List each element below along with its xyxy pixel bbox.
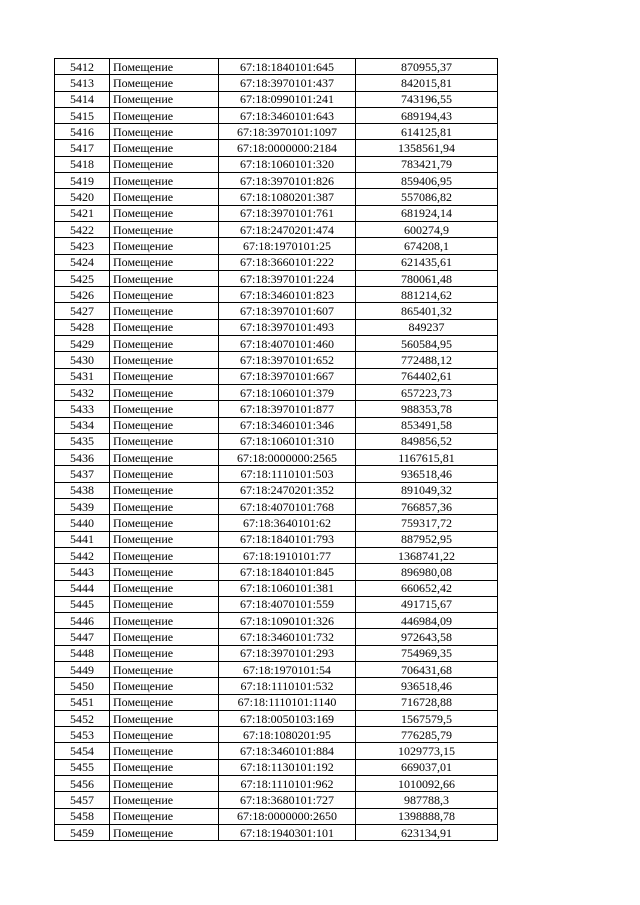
row-number-cell: 5452 (55, 710, 110, 726)
row-number-cell: 5415 (55, 107, 110, 123)
object-type-cell: Помещение (110, 678, 219, 694)
row-number-cell: 5416 (55, 124, 110, 140)
cadastral-value-cell: 859406,95 (356, 173, 498, 189)
table-row (55, 661, 498, 677)
row-number-cell: 5455 (55, 759, 110, 775)
object-type-cell: Помещение (110, 808, 219, 824)
table-row (55, 75, 498, 91)
row-number-cell: 5429 (55, 336, 110, 352)
cadastral-value-cell: 936518,46 (356, 678, 498, 694)
object-type-cell: Помещение (110, 727, 219, 743)
table-row (55, 450, 498, 466)
cadastral-value-cell: 853491,58 (356, 417, 498, 433)
cadastral-value-cell: 881214,62 (356, 287, 498, 303)
cadastral-number-cell: 67:18:1970101:54 (219, 661, 356, 677)
cadastral-number-cell: 67:18:3640101:62 (219, 515, 356, 531)
object-type-cell: Помещение (110, 173, 219, 189)
cadastral-value-cell: 987788,3 (356, 792, 498, 808)
table-row (55, 678, 498, 694)
cadastral-number-cell: 67:18:1110101:1140 (219, 694, 356, 710)
table-row (55, 173, 498, 189)
row-number-cell: 5457 (55, 792, 110, 808)
cadastral-value-cell: 783421,79 (356, 156, 498, 172)
object-type-cell: Помещение (110, 613, 219, 629)
cadastral-value-cell: 689194,43 (356, 107, 498, 123)
row-number-cell: 5421 (55, 205, 110, 221)
table-row (55, 645, 498, 661)
cadastral-value-cell: 887952,95 (356, 531, 498, 547)
cadastral-value-cell: 842015,81 (356, 75, 498, 91)
table-row (55, 384, 498, 400)
object-type-cell: Помещение (110, 792, 219, 808)
cadastral-number-cell: 67:18:1110101:962 (219, 776, 356, 792)
table-row (55, 287, 498, 303)
cadastral-value-cell: 865401,32 (356, 303, 498, 319)
object-type-cell: Помещение (110, 433, 219, 449)
cadastral-value-cell: 772488,12 (356, 352, 498, 368)
cadastral-number-cell: 67:18:3970101:224 (219, 270, 356, 286)
object-type-cell: Помещение (110, 189, 219, 205)
table-row (55, 824, 498, 840)
cadastral-number-cell: 67:18:1840101:645 (219, 59, 356, 75)
table-row (55, 352, 498, 368)
cadastral-number-cell: 67:18:3970101:667 (219, 368, 356, 384)
table-row (55, 694, 498, 710)
cadastral-value-cell: 674208,1 (356, 238, 498, 254)
object-type-cell: Помещение (110, 75, 219, 91)
table-row (55, 433, 498, 449)
row-number-cell: 5420 (55, 189, 110, 205)
row-number-cell: 5442 (55, 547, 110, 563)
cadastral-number-cell: 67:18:1090101:326 (219, 613, 356, 629)
object-type-cell: Помещение (110, 287, 219, 303)
cadastral-number-cell: 67:18:1110101:532 (219, 678, 356, 694)
cadastral-number-cell: 67:18:0990101:241 (219, 91, 356, 107)
table-row (55, 254, 498, 270)
cadastral-value-cell: 754969,35 (356, 645, 498, 661)
row-number-cell: 5441 (55, 531, 110, 547)
object-type-cell: Помещение (110, 59, 219, 75)
cadastral-value-cell: 776285,79 (356, 727, 498, 743)
cadastral-value-cell: 1567579,5 (356, 710, 498, 726)
object-type-cell: Помещение (110, 596, 219, 612)
row-number-cell: 5443 (55, 564, 110, 580)
table-row (55, 401, 498, 417)
cadastral-value-cell: 614125,81 (356, 124, 498, 140)
row-number-cell: 5459 (55, 824, 110, 840)
table-row (55, 303, 498, 319)
row-number-cell: 5451 (55, 694, 110, 710)
object-type-cell: Помещение (110, 759, 219, 775)
cadastral-number-cell: 67:18:3970101:826 (219, 173, 356, 189)
object-type-cell: Помещение (110, 107, 219, 123)
cadastral-value-table (54, 58, 498, 841)
table-row (55, 336, 498, 352)
cadastral-value-cell: 1368741,22 (356, 547, 498, 563)
table-row (55, 189, 498, 205)
cadastral-value-cell: 1358561,94 (356, 140, 498, 156)
object-type-cell: Помещение (110, 254, 219, 270)
row-number-cell: 5417 (55, 140, 110, 156)
row-number-cell: 5423 (55, 238, 110, 254)
cadastral-value-cell: 669037,01 (356, 759, 498, 775)
row-number-cell: 5430 (55, 352, 110, 368)
table-row (55, 808, 498, 824)
cadastral-number-cell: 67:18:1970101:25 (219, 238, 356, 254)
table-row (55, 417, 498, 433)
table-row (55, 629, 498, 645)
object-type-cell: Помещение (110, 564, 219, 580)
table-row (55, 91, 498, 107)
cadastral-number-cell: 67:18:3460101:884 (219, 743, 356, 759)
cadastral-value-cell: 896980,08 (356, 564, 498, 580)
cadastral-value-cell: 972643,58 (356, 629, 498, 645)
cadastral-number-cell: 67:18:3970101:652 (219, 352, 356, 368)
object-type-cell: Помещение (110, 91, 219, 107)
row-number-cell: 5436 (55, 450, 110, 466)
cadastral-number-cell: 67:18:1130101:192 (219, 759, 356, 775)
object-type-cell: Помещение (110, 368, 219, 384)
object-type-cell: Помещение (110, 482, 219, 498)
table-row (55, 792, 498, 808)
row-number-cell: 5458 (55, 808, 110, 824)
cadastral-number-cell: 67:18:3680101:727 (219, 792, 356, 808)
cadastral-value-cell: 780061,48 (356, 270, 498, 286)
cadastral-number-cell: 67:18:3970101:877 (219, 401, 356, 417)
cadastral-number-cell: 67:18:3970101:1097 (219, 124, 356, 140)
cadastral-number-cell: 67:18:2470201:352 (219, 482, 356, 498)
table-row (55, 238, 498, 254)
cadastral-value-cell: 660652,42 (356, 580, 498, 596)
cadastral-value-cell: 764402,61 (356, 368, 498, 384)
row-number-cell: 5414 (55, 91, 110, 107)
object-type-cell: Помещение (110, 270, 219, 286)
object-type-cell: Помещение (110, 401, 219, 417)
row-number-cell: 5456 (55, 776, 110, 792)
row-number-cell: 5440 (55, 515, 110, 531)
cadastral-value-cell: 657223,73 (356, 384, 498, 400)
row-number-cell: 5424 (55, 254, 110, 270)
row-number-cell: 5438 (55, 482, 110, 498)
cadastral-number-cell: 67:18:1940301:101 (219, 824, 356, 840)
table-row (55, 205, 498, 221)
cadastral-value-cell: 491715,67 (356, 596, 498, 612)
row-number-cell: 5446 (55, 613, 110, 629)
cadastral-number-cell: 67:18:3970101:437 (219, 75, 356, 91)
cadastral-value-cell: 557086,82 (356, 189, 498, 205)
row-number-cell: 5433 (55, 401, 110, 417)
table-row (55, 156, 498, 172)
row-number-cell: 5437 (55, 466, 110, 482)
row-number-cell: 5450 (55, 678, 110, 694)
cadastral-value-cell: 988353,78 (356, 401, 498, 417)
cadastral-number-cell: 67:18:3970101:607 (219, 303, 356, 319)
table-row (55, 613, 498, 629)
cadastral-value-cell: 681924,14 (356, 205, 498, 221)
cadastral-value-cell: 621435,61 (356, 254, 498, 270)
cadastral-number-cell: 67:18:0000000:2565 (219, 450, 356, 466)
row-number-cell: 5426 (55, 287, 110, 303)
row-number-cell: 5448 (55, 645, 110, 661)
object-type-cell: Помещение (110, 743, 219, 759)
cadastral-number-cell: 67:18:0050103:169 (219, 710, 356, 726)
object-type-cell: Помещение (110, 531, 219, 547)
cadastral-number-cell: 67:18:1840101:793 (219, 531, 356, 547)
cadastral-number-cell: 67:18:3460101:732 (219, 629, 356, 645)
table-row (55, 743, 498, 759)
cadastral-number-cell: 67:18:1080201:387 (219, 189, 356, 205)
cadastral-number-cell: 67:18:1060101:379 (219, 384, 356, 400)
row-number-cell: 5419 (55, 173, 110, 189)
cadastral-number-cell: 67:18:3460101:823 (219, 287, 356, 303)
cadastral-number-cell: 67:18:1840101:845 (219, 564, 356, 580)
table-row (55, 564, 498, 580)
cadastral-number-cell: 67:18:1110101:503 (219, 466, 356, 482)
row-number-cell: 5454 (55, 743, 110, 759)
object-type-cell: Помещение (110, 450, 219, 466)
object-type-cell: Помещение (110, 238, 219, 254)
cadastral-number-cell: 67:18:1080201:95 (219, 727, 356, 743)
cadastral-value-cell: 891049,32 (356, 482, 498, 498)
object-type-cell: Помещение (110, 352, 219, 368)
cadastral-value-cell: 759317,72 (356, 515, 498, 531)
table-row (55, 124, 498, 140)
cadastral-number-cell: 67:18:1060101:310 (219, 433, 356, 449)
cadastral-number-cell: 67:18:4070101:460 (219, 336, 356, 352)
object-type-cell: Помещение (110, 303, 219, 319)
object-type-cell: Помещение (110, 336, 219, 352)
table-row (55, 547, 498, 563)
object-type-cell: Помещение (110, 661, 219, 677)
row-number-cell: 5439 (55, 499, 110, 515)
object-type-cell: Помещение (110, 205, 219, 221)
object-type-cell: Помещение (110, 547, 219, 563)
cadastral-value-cell: 600274,9 (356, 221, 498, 237)
row-number-cell: 5422 (55, 221, 110, 237)
cadastral-value-cell: 1398888,78 (356, 808, 498, 824)
table-row (55, 499, 498, 515)
table-row (55, 759, 498, 775)
cadastral-number-cell: 67:18:4070101:768 (219, 499, 356, 515)
table-row (55, 727, 498, 743)
row-number-cell: 5444 (55, 580, 110, 596)
table-row (55, 140, 498, 156)
table-row (55, 221, 498, 237)
object-type-cell: Помещение (110, 645, 219, 661)
table-row (55, 466, 498, 482)
cadastral-value-cell: 446984,09 (356, 613, 498, 629)
table-row (55, 531, 498, 547)
cadastral-value-cell: 870955,37 (356, 59, 498, 75)
row-number-cell: 5427 (55, 303, 110, 319)
object-type-cell: Помещение (110, 629, 219, 645)
row-number-cell: 5431 (55, 368, 110, 384)
cadastral-number-cell: 67:18:3460101:346 (219, 417, 356, 433)
row-number-cell: 5428 (55, 319, 110, 335)
cadastral-number-cell: 67:18:3660101:222 (219, 254, 356, 270)
object-type-cell: Помещение (110, 417, 219, 433)
cadastral-number-cell: 67:18:1910101:77 (219, 547, 356, 563)
row-number-cell: 5432 (55, 384, 110, 400)
table-row (55, 710, 498, 726)
cadastral-number-cell: 67:18:1060101:381 (219, 580, 356, 596)
row-number-cell: 5449 (55, 661, 110, 677)
row-number-cell: 5447 (55, 629, 110, 645)
table-row (55, 482, 498, 498)
object-type-cell: Помещение (110, 466, 219, 482)
row-number-cell: 5445 (55, 596, 110, 612)
cadastral-number-cell: 67:18:3460101:643 (219, 107, 356, 123)
cadastral-value-cell: 849237 (356, 319, 498, 335)
table-row (55, 59, 498, 75)
cadastral-value-cell: 766857,36 (356, 499, 498, 515)
object-type-cell: Помещение (110, 221, 219, 237)
cadastral-value-cell: 849856,52 (356, 433, 498, 449)
object-type-cell: Помещение (110, 319, 219, 335)
cadastral-value-cell: 623134,91 (356, 824, 498, 840)
cadastral-number-cell: 67:18:0000000:2184 (219, 140, 356, 156)
cadastral-number-cell: 67:18:3970101:493 (219, 319, 356, 335)
table-row (55, 368, 498, 384)
object-type-cell: Помещение (110, 580, 219, 596)
cadastral-number-cell: 67:18:0000000:2650 (219, 808, 356, 824)
cadastral-number-cell: 67:18:4070101:559 (219, 596, 356, 612)
object-type-cell: Помещение (110, 384, 219, 400)
table-row (55, 319, 498, 335)
cadastral-value-cell: 936518,46 (356, 466, 498, 482)
table-body (55, 59, 498, 841)
table-row (55, 596, 498, 612)
object-type-cell: Помещение (110, 499, 219, 515)
cadastral-value-cell: 716728,88 (356, 694, 498, 710)
table-row (55, 580, 498, 596)
object-type-cell: Помещение (110, 694, 219, 710)
row-number-cell: 5453 (55, 727, 110, 743)
row-number-cell: 5425 (55, 270, 110, 286)
row-number-cell: 5435 (55, 433, 110, 449)
object-type-cell: Помещение (110, 124, 219, 140)
cadastral-value-cell: 706431,68 (356, 661, 498, 677)
row-number-cell: 5418 (55, 156, 110, 172)
cadastral-number-cell: 67:18:1060101:320 (219, 156, 356, 172)
table-row (55, 776, 498, 792)
cadastral-value-cell: 743196,55 (356, 91, 498, 107)
cadastral-value-cell: 560584,95 (356, 336, 498, 352)
object-type-cell: Помещение (110, 776, 219, 792)
object-type-cell: Помещение (110, 515, 219, 531)
cadastral-value-cell: 1010092,66 (356, 776, 498, 792)
row-number-cell: 5412 (55, 59, 110, 75)
table-row (55, 270, 498, 286)
object-type-cell: Помещение (110, 140, 219, 156)
table-row (55, 515, 498, 531)
cadastral-number-cell: 67:18:2470201:474 (219, 221, 356, 237)
object-type-cell: Помещение (110, 710, 219, 726)
cadastral-value-cell: 1167615,81 (356, 450, 498, 466)
cadastral-number-cell: 67:18:3970101:761 (219, 205, 356, 221)
row-number-cell: 5434 (55, 417, 110, 433)
cadastral-value-cell: 1029773,15 (356, 743, 498, 759)
object-type-cell: Помещение (110, 824, 219, 840)
cadastral-number-cell: 67:18:3970101:293 (219, 645, 356, 661)
table-row (55, 107, 498, 123)
object-type-cell: Помещение (110, 156, 219, 172)
row-number-cell: 5413 (55, 75, 110, 91)
